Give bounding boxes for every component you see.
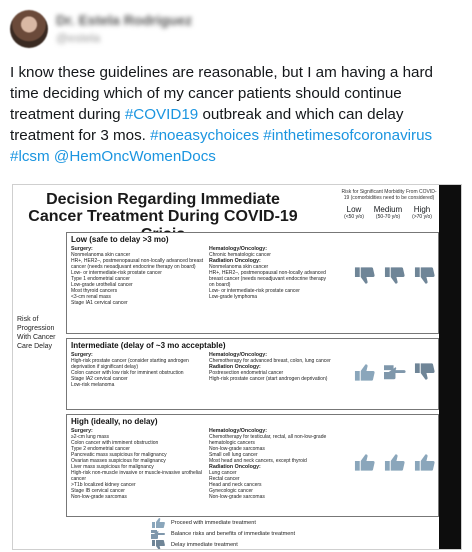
column-line: Low-risk melanoma <box>71 382 115 388</box>
section-high-right <box>209 428 331 500</box>
legend-delay-label: Delay immediate treatment <box>171 542 238 548</box>
section-high-icons <box>354 453 436 471</box>
section-intermediate-left <box>71 352 205 388</box>
section-intermediate-title: Intermediate (delay of ~3 mo acceptable) <box>71 341 226 350</box>
thumb-up-icon <box>384 453 406 471</box>
column-heading: Hematology/Oncology: <box>209 246 267 252</box>
risk-col-high <box>407 205 437 220</box>
column-line: Low- or intermediate-risk prostate cancer <box>71 270 162 276</box>
column-line: High-risk prostate cancer (start androgen deprivation) <box>209 376 328 382</box>
column-line: Low-grade urothelial cancer <box>71 282 133 288</box>
column-line: High-risk prostate cancer (consider starting androgen deprivation if significant delay) <box>71 358 189 370</box>
column-line: Stage IA1 cervical cancer <box>71 300 128 306</box>
avatar[interactable] <box>10 10 48 48</box>
risk-col-medium <box>373 205 403 220</box>
column-heading: Surgery: <box>71 246 93 252</box>
column-line: Pancreatic mass suspicious for malignancy <box>71 452 167 458</box>
column-line: Most thyroid cancers <box>71 288 118 294</box>
column-line: Colon cancer with low risk for imminent obstruction <box>71 370 184 376</box>
column-line: Non-low-grade sarcomas <box>71 494 127 500</box>
column-line: Nonmelanoma skin cancer <box>209 264 269 270</box>
tweet-body-mid: outbreak and which can delay treatment for 3 mos. <box>10 106 404 144</box>
hashtag-covid19[interactable]: #COVID19 <box>124 106 199 123</box>
column-line: HR+, HER2–, postmenopausal non-locally advanced breast cancer (needs neoadjuvant endocrine therapy on board) <box>71 258 204 270</box>
column-heading: Surgery: <box>71 352 93 358</box>
risk-col-medium-label: Medium <box>373 205 403 214</box>
legend-balance <box>151 529 295 539</box>
column-line: Nonmelanoma skin cancer <box>71 252 131 258</box>
column-line: HR+, HER2–, postmenopausal non-locally advanced breast cancer (needs neoadjuvant endocrine therapy on board) <box>209 270 327 288</box>
column-line: Non-low-grade sarcomas <box>209 494 265 500</box>
section-low-left <box>71 246 205 306</box>
section-low-title: Low (safe to delay >3 mo) <box>71 235 169 244</box>
column-line: >T1b localized kidney cancer <box>71 482 136 488</box>
legend-proceed <box>151 518 295 528</box>
thumb-down-icon <box>414 267 436 285</box>
column-line: Head and neck cancers <box>209 482 262 488</box>
tweet-header <box>10 8 462 52</box>
column-heading: Surgery: <box>71 428 93 434</box>
legend-proceed-label: Proceed with immediate treatment <box>171 520 256 526</box>
thumb-sideways-icon <box>384 363 406 381</box>
attached-image[interactable] <box>12 184 462 550</box>
section-intermediate <box>66 338 439 410</box>
column-line: Low-grade lymphoma <box>209 294 258 300</box>
thumb-down-icon <box>384 267 406 285</box>
column-line: Liver mass suspicious for malignancy <box>71 464 154 470</box>
section-intermediate-icons <box>354 363 436 381</box>
thumb-down-icon <box>354 267 376 285</box>
column-line: High-risk non-muscle invasive or muscle-invasive urothelial cancer <box>71 470 202 482</box>
risk-col-high-age: (>70 y/o) <box>412 214 432 220</box>
figure-title-line2: Cancer Treatment During COVID-19 <box>28 208 298 225</box>
thumb-sideways-icon <box>151 529 165 539</box>
risk-col-low-age: (<50 y/o) <box>344 214 364 220</box>
image-edge <box>439 185 461 549</box>
column-line: Stage IA2 cervical cancer <box>71 376 128 382</box>
column-line: Lung cancer <box>209 470 237 476</box>
legend-balance-label: Balance risks and benefits of immediate treatment <box>171 531 296 537</box>
column-line: Chemotherapy for advanced breast, colon, lung cancer <box>209 358 331 364</box>
thumb-down-icon <box>414 363 436 381</box>
section-low-icons <box>354 267 436 285</box>
risk-header: Risk for Significant Morbidity From COVID-19 (comorbidities need to be considered) <box>341 189 437 201</box>
column-heading: Radiation Oncology: <box>209 258 261 264</box>
column-line: Colon cancer with imminent obstruction <box>71 440 159 446</box>
thumb-up-icon <box>151 518 165 528</box>
thumb-up-icon <box>354 453 376 471</box>
column-line: Postresection endometrial cancer <box>209 370 284 376</box>
column-heading: Hematology/Oncology: <box>209 352 267 358</box>
column-line: Low- or intermediate-risk prostate cancer <box>209 288 300 294</box>
user-name[interactable]: Dr. Estela Rodriguez <box>56 12 193 28</box>
column-line: Chemotherapy for testicular, rectal, all non-low-grade hematologic cancers <box>209 434 327 446</box>
mention-hemoncwomendocs[interactable]: @HemOncWomenDocs <box>53 148 216 165</box>
user-handle[interactable]: @estela <box>56 31 101 45</box>
column-line: Ovarian masses suspicious for malignancy <box>71 458 166 464</box>
side-label: Risk of Progression With Cancer Care Delay <box>17 316 56 350</box>
figure-title-line1: Decision Regarding Immediate <box>46 191 280 208</box>
column-line: Gynecologic cancer <box>209 488 253 494</box>
column-line: ≥2-cm lung mass <box>71 434 110 440</box>
risk-col-medium-age: (50-70 y/o) <box>375 214 401 220</box>
column-line: <3-cm renal mass <box>71 294 111 300</box>
thumb-down-icon <box>151 540 165 550</box>
section-high-title: High (ideally, no delay) <box>71 417 158 426</box>
column-line: Rectal cancer <box>209 476 240 482</box>
risk-col-low <box>339 205 369 220</box>
section-low <box>66 232 439 334</box>
column-line: Stage IB cervical cancer <box>71 488 125 494</box>
thumb-up-icon <box>354 363 376 381</box>
thumb-up-icon <box>414 453 436 471</box>
risk-col-high-label: High <box>413 205 431 214</box>
column-heading: Hematology/Oncology: <box>209 428 267 434</box>
section-low-right <box>209 246 331 300</box>
hashtag-noeasychoices[interactable]: #noeasychoices <box>150 127 260 144</box>
legend-delay <box>151 540 295 550</box>
column-heading: Radiation Oncology: <box>209 464 261 470</box>
column-heading: Radiation Oncology: <box>209 364 261 370</box>
section-high <box>66 414 439 517</box>
legend <box>151 518 295 550</box>
risk-col-low-label: Low <box>346 205 362 214</box>
section-high-left <box>71 428 205 500</box>
column-line: Chronic hematologic cancer <box>209 252 271 258</box>
tweet-body: I know these guidelines are reasonable, but I am having a hard time deciding which of my cancer patients should continue treatment during <box>10 64 433 123</box>
tweet-text <box>10 62 462 167</box>
column-line: Non-low-grade sarcomas <box>209 446 265 452</box>
section-intermediate-right <box>209 352 331 382</box>
column-line: Small cell lung cancer <box>209 452 258 458</box>
hashtag-lcsm[interactable]: #lcsm <box>10 148 50 165</box>
column-line: Type 2 endometrial cancer <box>71 446 130 452</box>
hashtag-inthetimesofcoronavirus[interactable]: #inthetimesofcoronavirus <box>263 127 433 144</box>
column-line: Most head and neck cancers, except thyroid <box>209 458 307 464</box>
column-line: Type 1 endometrial cancer <box>71 276 130 282</box>
